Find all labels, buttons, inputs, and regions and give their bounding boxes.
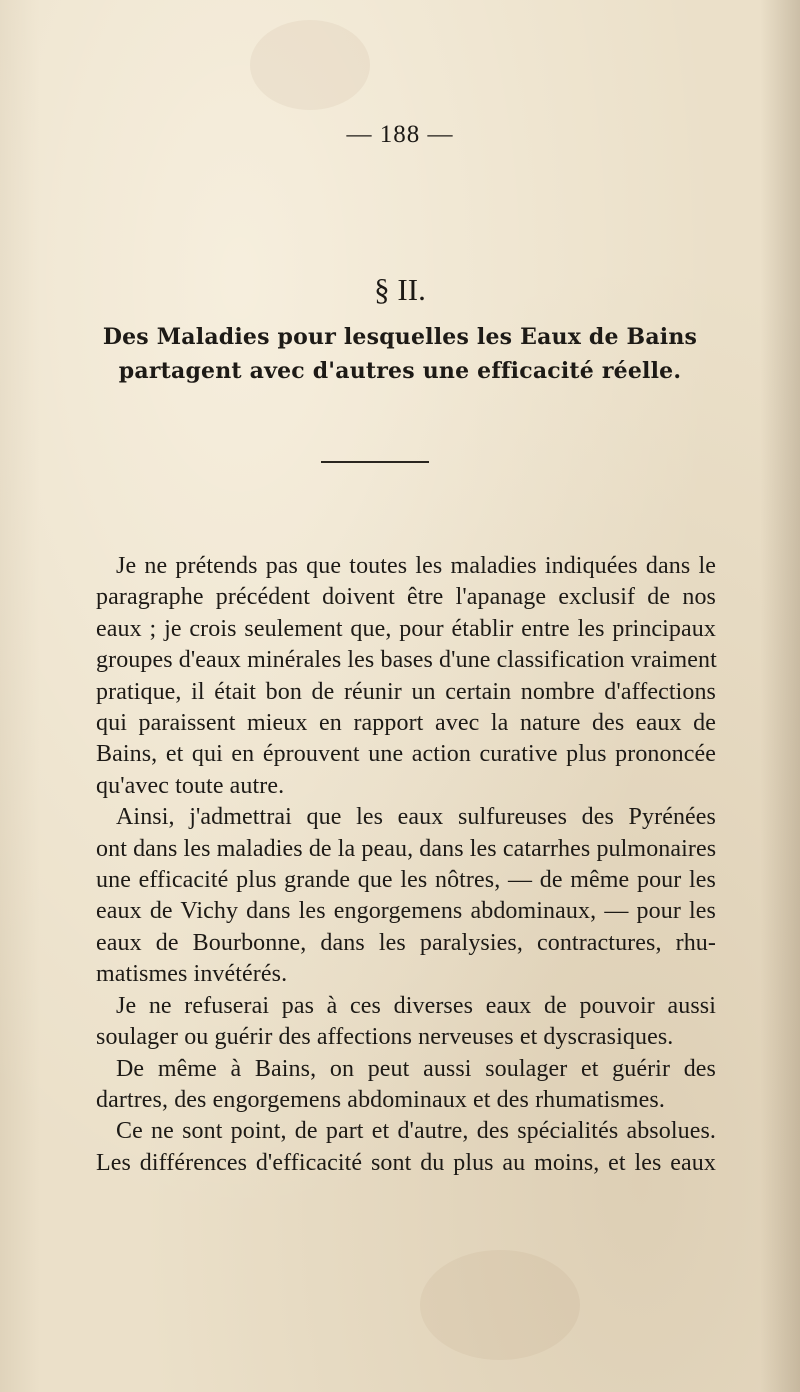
- text-line: matismes invétérés.: [96, 961, 288, 988]
- text-line: groupes d'eaux minérales les bases d'une classification vraiment: [96, 647, 717, 674]
- text-line: qui paraissent mieux en rapport avec la nature des eaux de: [96, 710, 716, 737]
- body-paragraphs: [96, 551, 716, 1179]
- section-heading: § II.: [374, 272, 426, 307]
- text-line: ont dans les maladies de la peau, dans les catarrhes pulmonaires: [96, 835, 717, 862]
- text-line: Ce ne sont point, de part et d'autre, des spécialités absolues.: [116, 1118, 716, 1145]
- page-number: — 188 —: [346, 121, 454, 148]
- text-line: eaux ; je crois seulement que, pour établir entre les principaux: [96, 615, 716, 642]
- text-line: Je ne refuserai pas à ces diverses eaux de pouvoir aussi: [116, 992, 716, 1019]
- text-line: paragraphe précédent doivent être l'apanage exclusif de nos: [96, 584, 716, 611]
- text-line: Ainsi, j'admettrai que les eaux sulfureuses des Pyrénées: [116, 804, 716, 831]
- text-line: soulager ou guérir des affections nerveuses et dyscrasiques.: [96, 1024, 674, 1051]
- text-line: une efficacité plus grande que les nôtres, — de même pour les: [96, 867, 716, 894]
- text-line: De même à Bains, on peut aussi soulager et guérir des: [116, 1055, 716, 1082]
- section-title: [0, 320, 800, 388]
- text-line: qu'avec toute autre.: [96, 772, 285, 799]
- section-title-line: Des Maladies pour lesquelles les Eaux de Bains: [102, 324, 698, 350]
- text-line: eaux de Vichy dans les engorgemens abdominaux, — pour les: [96, 898, 716, 925]
- divider-rule: [321, 461, 429, 463]
- paper-stain: [420, 1250, 580, 1360]
- section-title-line: partagent avec d'autres une efficacité réelle.: [118, 358, 682, 384]
- text-line: dartres, des engorgemens abdominaux et des rhumatismes.: [96, 1086, 665, 1113]
- text-line: Les différences d'efficacité sont du plus au moins, et les eaux: [96, 1149, 716, 1176]
- text-line: Bains, et qui en éprouvent une action curative plus prononcée: [96, 741, 716, 768]
- paper-stain: [250, 20, 370, 110]
- text-line: pratique, il était bon de réunir un certain nombre d'affections: [96, 678, 716, 705]
- text-line: Je ne prétends pas que toutes les maladies indiquées dans le: [116, 553, 716, 579]
- text-line: eaux de Bourbonne, dans les paralysies, contractures, rhu-: [96, 929, 716, 956]
